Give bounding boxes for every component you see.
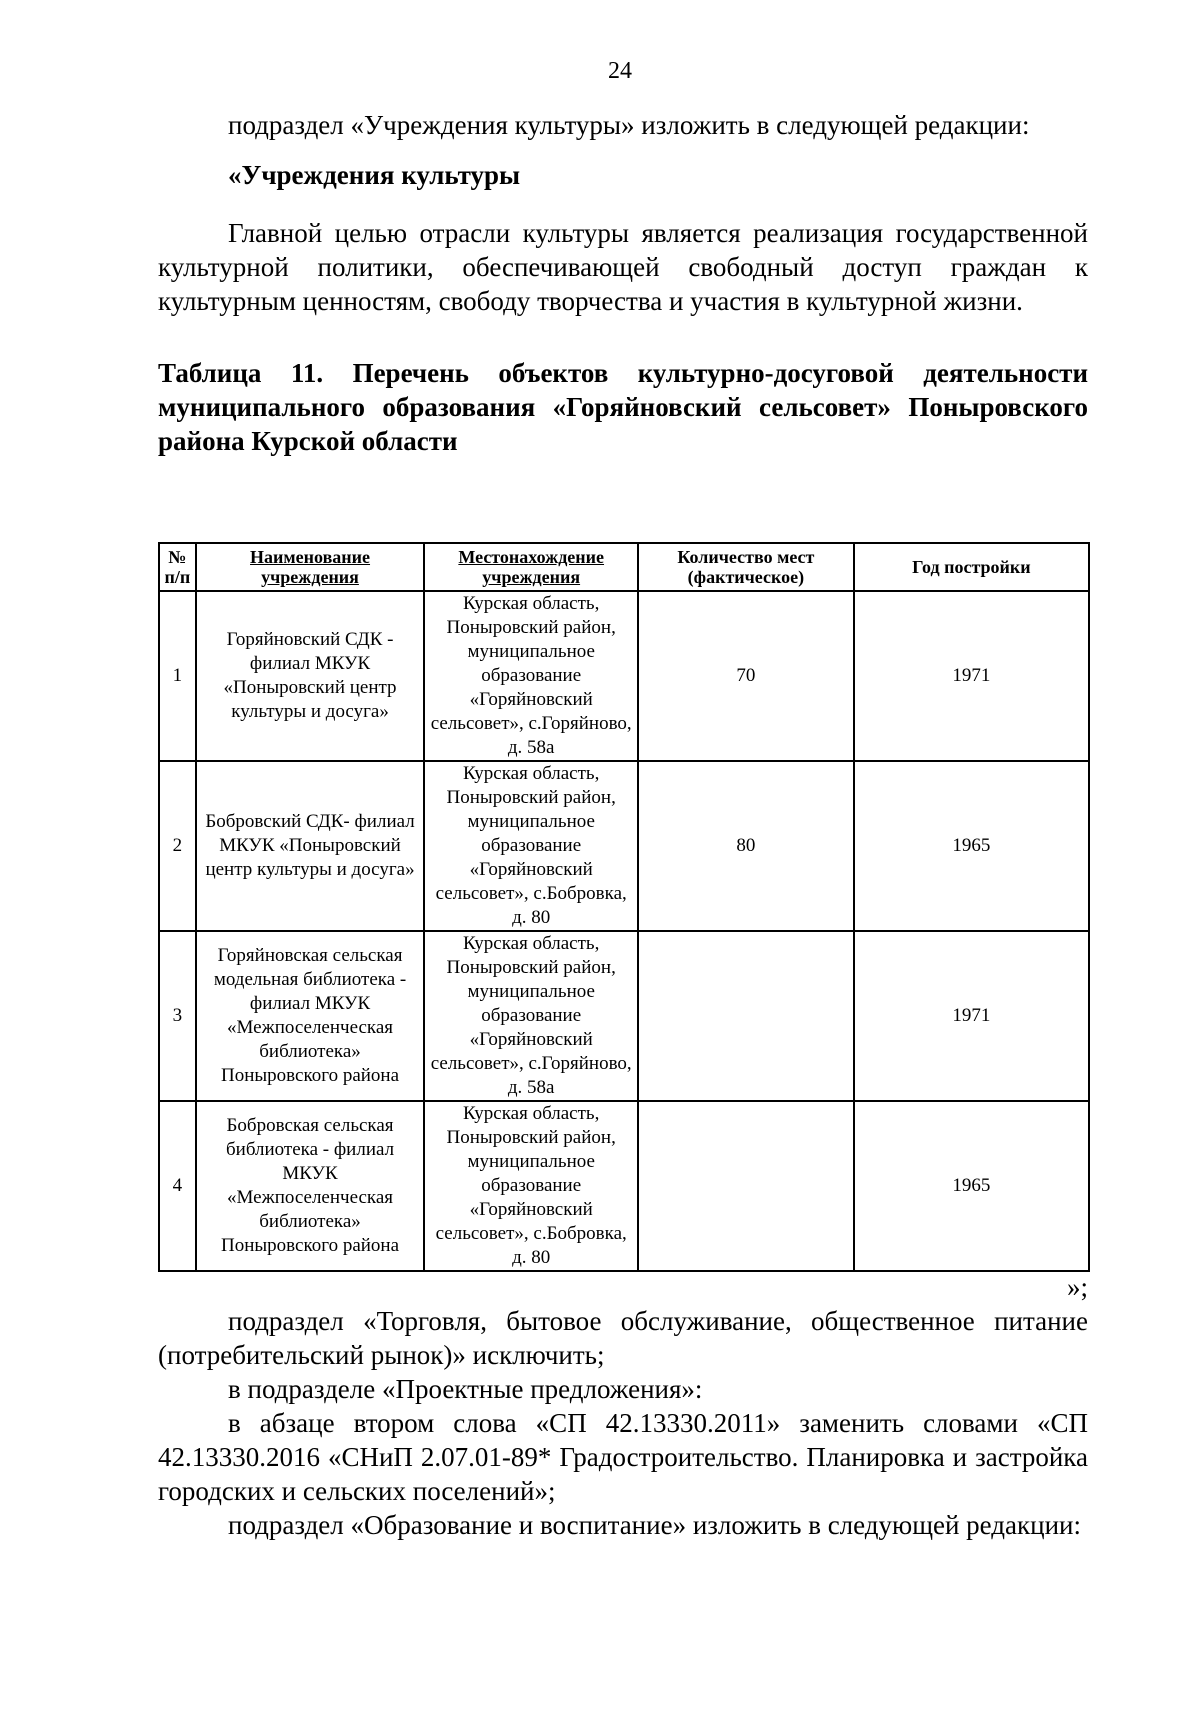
cell-num: 3 <box>159 931 196 1101</box>
cell-year: 1965 <box>854 1101 1089 1271</box>
cell-name: Горяйновский СДК - филиал МКУК «Поныровский центр культуры и досуга» <box>196 591 425 761</box>
table-row <box>159 761 1089 931</box>
header-seats: Количество мест (фактическое) <box>638 543 854 591</box>
cell-name: Горяйновская сельская модельная библиотека - филиал МКУК «Межпоселенческая библиотека» Поныровского района <box>196 931 425 1101</box>
cell-num: 4 <box>159 1101 196 1271</box>
bottom-text <box>158 1304 1088 1542</box>
paragraph-project-proposals: в подразделе «Проектные предложения»: <box>228 1374 703 1404</box>
cell-name: Бобровская сельская библиотека - филиал МКУК «Межпоселенческая библиотека» Поныровского района <box>196 1101 425 1271</box>
header-name <box>196 543 425 591</box>
cell-location: Курская область, Поныровский район, муниципальное образование «Горяйновский сельсовет», с.Горяйново, д. 58а <box>424 591 638 761</box>
paragraph-sp-replace: в абзаце втором слова «СП 42.13330.2011» заменить словами «СП 42.13330.2016 «СНиП 2.07.01-89* Градостроительство. Планировка и застройка городских и сельских поселений»; <box>158 1408 1088 1506</box>
cell-seats <box>638 931 854 1101</box>
table-row <box>159 1101 1089 1271</box>
paragraph-education: подраздел «Образование и воспитание» изложить в следующей редакции: <box>228 1510 1081 1540</box>
cell-num: 2 <box>159 761 196 931</box>
page-number: 24 <box>608 58 632 84</box>
cell-seats: 80 <box>638 761 854 931</box>
cell-seats: 70 <box>638 591 854 761</box>
header-name-text: Наименование учреждения <box>250 547 371 587</box>
header-num: № п/п <box>159 543 196 591</box>
cell-location: Курская область, Поныровский район, муниципальное образование «Горяйновский сельсовет», с.Бобровка, д. 80 <box>424 761 638 931</box>
culture-objects-table <box>158 542 1090 1272</box>
cell-seats <box>638 1101 854 1271</box>
cell-name: Бобровский СДК- филиал МКУК «Поныровский центр культуры и досуга» <box>196 761 425 931</box>
header-location <box>424 543 638 591</box>
header-location-text: Местонахождение учреждения <box>458 547 605 587</box>
quote-end-mark: »; <box>1066 1272 1088 1302</box>
paragraph-trade: подраздел «Торговля, бытовое обслуживание, общественное питание (потребительский рынок)» исключить; <box>158 1306 1088 1370</box>
table-title: Таблица 11. Перечень объектов культурно-досуговой деятельности муниципального образования «Горяйновский сельсовет» Поныровского района Курской области <box>158 358 1088 456</box>
cell-num: 1 <box>159 591 196 761</box>
main-paragraph: Главной целью отрасли культуры является реализация государственной культурной политики, обеспечивающей свободный доступ граждан к культурным ценностям, свободу творчества и участия в культурной жизни. <box>158 218 1088 316</box>
cell-year: 1971 <box>854 931 1089 1101</box>
cell-location: Курская область, Поныровский район, муниципальное образование «Горяйновский сельсовет», с.Горяйново, д. 58а <box>424 931 638 1101</box>
cell-year: 1971 <box>854 591 1089 761</box>
table-row <box>159 591 1089 761</box>
document-body <box>158 108 1088 498</box>
cell-year: 1965 <box>854 761 1089 931</box>
header-year: Год постройки <box>854 543 1089 591</box>
cell-location: Курская область, Поныровский район, муниципальное образование «Горяйновский сельсовет», с.Бобровка, д. 80 <box>424 1101 638 1271</box>
table-row <box>159 931 1089 1101</box>
section-title: «Учреждения культуры <box>228 160 521 190</box>
intro-line: подраздел «Учреждения культуры» изложить в следующей редакции: <box>228 110 1030 140</box>
table-header-row <box>159 543 1089 591</box>
